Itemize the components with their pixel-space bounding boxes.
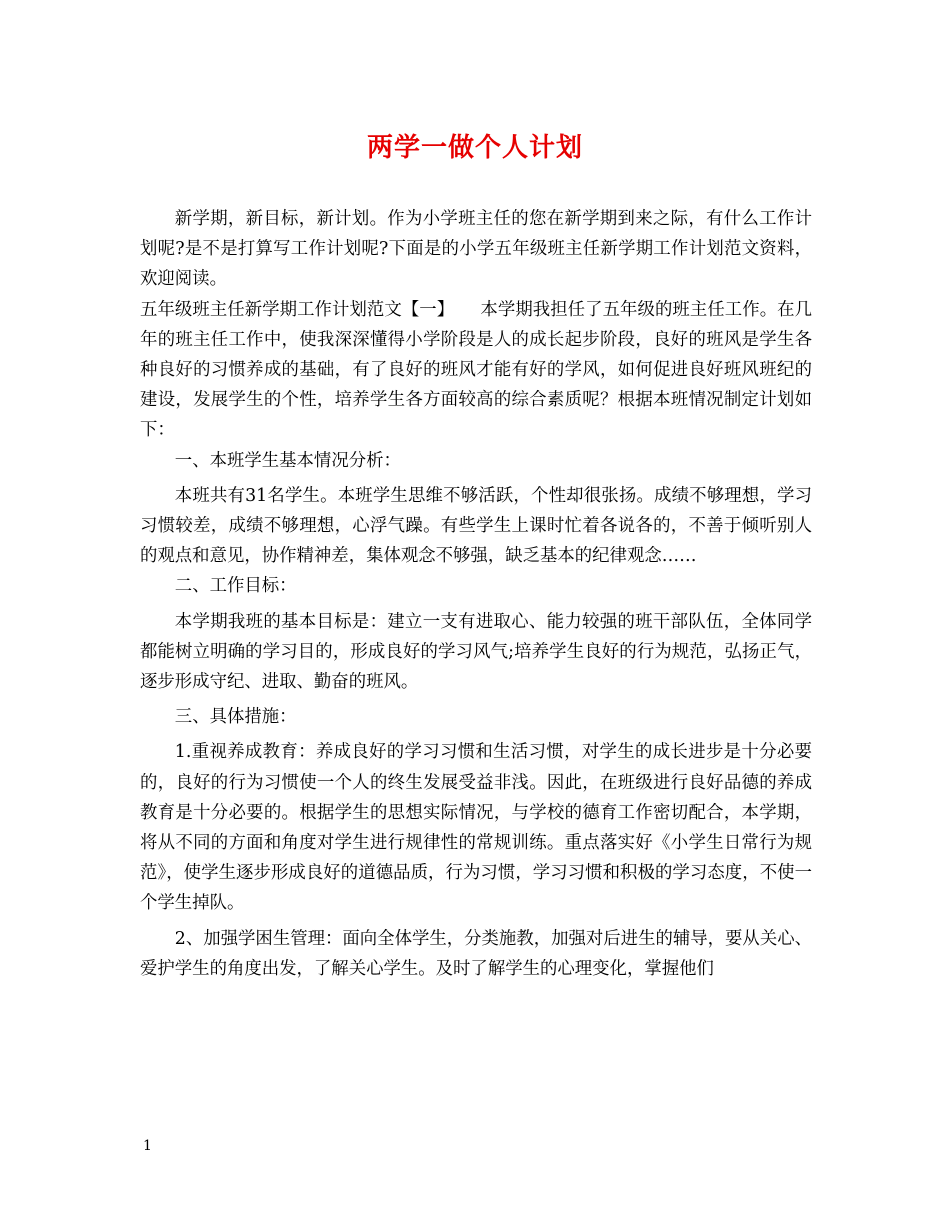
document-body bbox=[140, 204, 812, 984]
section-heading-goals: 二、工作目标： bbox=[174, 576, 297, 597]
goals-paragraph: 本学期我班的基本目标是：建立一支有进取心、能力较强的班干部队伍，全体同学都能树立明确的学习目的，形成良好的学习风气;培养学生良好的行为规范，弘扬正气，逐步形成守纪、进取、勤奋的班风。 bbox=[140, 611, 812, 693]
measure-1-paragraph: 1.重视养成教育：养成良好的学习习惯和生活习惯，对学生的成长进步是十分必要的，良好的行为习惯使一个人的终生发展受益非浅。因此，在班级进行良好品德的养成教育是十分必要的。根据学生的思想实际情况，与学校的德育工作密切配合，本学期，将从不同的方面和角度对学生进行规律性的常规训练。重点落实好《小学生日常行为规范》，使学生逐步形成良好的道德品质，行为习惯，学习习惯和积极的学习态度，不使一个学生掉队。 bbox=[140, 742, 812, 914]
section-heading-measures: 三、具体措施： bbox=[174, 707, 297, 728]
intro-paragraph: 新学期，新目标，新计划。作为小学班主任的您在新学期到来之际，有什么工作计划呢?是不是打算写工作计划呢?下面是的小学五年级班主任新学期工作计划范文资料，欢迎阅读。 bbox=[140, 209, 812, 290]
page-number: 1 bbox=[143, 1138, 152, 1154]
page-title: 两学一做个人计划 bbox=[366, 133, 583, 163]
measure-2-paragraph: 2、加强学困生管理：面向全体学生，分类施教，加强对后进生的辅导，要从关心、爱护学生的角度出发，了解关心学生。及时了解学生的心理变化，掌握他们 bbox=[140, 928, 812, 979]
section-heading-situation: 一、本班学生基本情况分析： bbox=[174, 450, 401, 471]
plan-heading-paragraph: 五年级班主任新学期工作计划范文【一】 本学期我担任了五年级的班主任工作。在几年的班主任工作中，使我深深懂得小学阶段是人的成长起步阶段，良好的班风是学生各种良好的习惯养成的基础，有了良好的班风才能有好的学风，如何促进良好班风班纪的建设，发展学生的个性，培养学生各方面较高的综合素质呢？根据本班情况制定计划如下： bbox=[140, 299, 812, 441]
situation-paragraph: 本班共有31名学生。本班学生思维不够活跃，个性却很张扬。成绩不够理想，学习习惯较差，成绩不够理想，心浮气躁。有些学生上课时忙着各说各的，不善于倾听别人的观点和意见，协作精神差，集体观念不够强，缺乏基本的纪律观念…… bbox=[140, 485, 812, 567]
